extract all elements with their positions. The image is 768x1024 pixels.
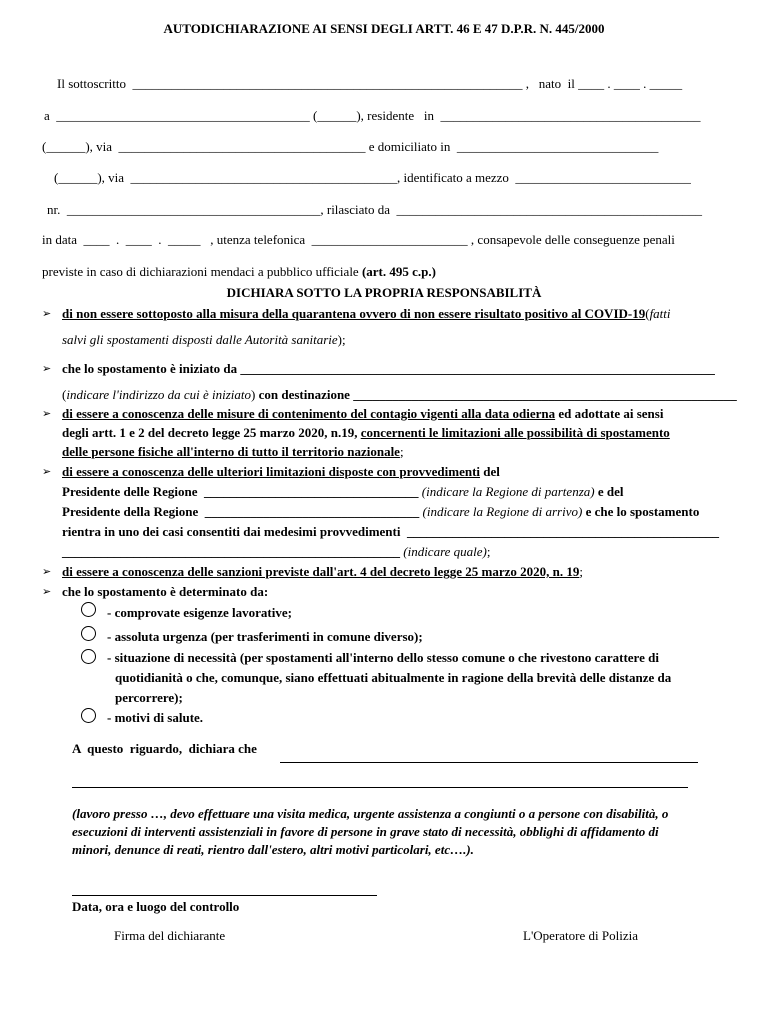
declaration-heading: DICHIARA SOTTO LA PROPRIA RESPONSABILITÀ [226,285,542,300]
regional-text-1: di essere a conoscenza delle ulteriori limitazioni disposte con provvedimenti [62,464,481,479]
examples-line-3: minori, denunce di reati, rientro dall'estero, altri motivi particolari, etc….). [72,842,474,857]
arrival-tail: e che lo spostamento [582,504,700,519]
origin-hint: indicare l'indirizzo da cui è iniziato [66,387,251,402]
item-destination-field[interactable] [62,387,737,403]
arrival-region-field[interactable] [62,504,699,520]
departure-region-field[interactable] [62,484,623,500]
bullet-arrow-icon: ➢ [42,466,52,478]
item-quarantine [62,306,671,322]
paren-close: ) [251,387,256,402]
destination-label: con destinazione ___________________________________________________________ [255,387,737,402]
radio-necessity[interactable] [81,649,96,664]
allowed-case-field[interactable]: rientra in uno dei casi consentiti dai medesimi provvedimenti ________________________________________________ [62,524,719,539]
quarantine-text: di non essere sottoposto alla misura della quarantena ovvero di non essere risultato positivo al COVID-19 [62,306,646,321]
personal-line-penalty [42,264,436,280]
radio-work[interactable] [81,602,96,617]
quarantine-note-cont: salvi gli spostamenti disposti dalle Autorità sanitarie [62,332,338,347]
measures-text-5: delle persone fisiche all'interno di tutto il territorio nazionale [62,444,400,459]
personal-line-document[interactable]: nr. _______________________________________, rilasciato da _______________________________________________ [47,202,703,217]
reason-intro: che lo spostamento è determinato da: [62,584,269,599]
penalty-text: previste in caso di dichiarazioni mendaci a pubblico ufficiale [42,264,362,279]
examples-line-1: (lavoro presso …, devo effettuare una visita medica, urgente assistenza a congiunti o a persone con disabilità, o [72,806,669,821]
regard-input-line-2[interactable] [72,787,688,788]
bullet-arrow-icon: ➢ [42,566,52,578]
which-tail: ; [486,544,491,559]
reason-necessity: - situazione di necessità (per spostamenti all'interno dello stesso comune o che rivestono carattere di [107,650,659,665]
reason-urgency: - assoluta urgenza (per trasferimenti in comune diverso); [107,629,423,644]
bullet-arrow-icon: ➢ [42,586,52,598]
control-label: Data, ora e luogo del controllo [72,899,240,914]
item-sanctions [62,564,583,580]
quarantine-note: fatti [649,306,671,321]
measures-text-4: concernenti le limitazioni alle possibilità di spostamento [360,425,670,440]
signature-operator[interactable]: L'Operatore di Polizia [523,928,638,943]
paren-open: ( [62,387,67,402]
personal-line-domicile[interactable]: (______), via ______________________________________ e domiciliato in _______________________________ [42,139,659,154]
sanctions-text: di essere a conoscenza delle sanzioni previste dall'art. 4 del decreto legge 25 marzo 2020, n. 19 [62,564,580,579]
measures-text-2: ed adottate ai sensi [555,406,664,421]
item-origin-field[interactable]: che lo spostamento è iniziato da _________________________________________________________________________ [62,361,715,376]
document-title: AUTODICHIARAZIONE AI SENSI DEGLI ARTT. 46 E 47 D.P.R. N. 445/2000 [163,21,605,36]
regional-text-2: del [480,464,500,479]
bullet-arrow-icon: ➢ [42,363,52,375]
bullet-arrow-icon: ➢ [42,408,52,420]
note-open: ( [645,306,650,321]
personal-line-residence[interactable]: a _______________________________________ (______), residente in ________________________________________ [44,108,701,123]
personal-line-identity[interactable]: (______), via _________________________________________, identificato a mezzo ___________________________ [54,170,691,185]
which-line: ____________________________________________________ [62,544,404,559]
bullet-arrow-icon: ➢ [42,308,52,320]
item-measures [62,406,663,422]
note-close: ); [337,332,346,347]
regard-label: A questo riguardo, dichiara che [72,741,257,756]
measures-text-1: di essere a conoscenza delle misure di contenimento del contagio vigenti alla data odierna [62,406,556,421]
item-regional [62,464,500,480]
reason-work: - comprovate esigenze lavorative; [107,605,292,620]
departure-label: Presidente delle Regione _________________________________ [62,484,422,499]
item-quarantine-cont [62,332,346,348]
item-measures-cont2 [62,444,404,460]
control-input-line[interactable] [72,895,377,896]
reason-health: - motivi di salute. [107,710,204,725]
arrival-hint: (indicare la Regione di arrivo) [422,504,583,519]
radio-urgency[interactable] [81,626,96,641]
regard-input-line[interactable] [280,762,698,763]
departure-tail: e del [594,484,624,499]
which-hint: (indicare quale) [403,544,487,559]
arrival-label: Presidente della Regione _________________________________ [62,504,423,519]
radio-health[interactable] [81,708,96,723]
reason-necessity-cont: quotidianità o che, comunque, siano effettuati abitualmente in ragione della brevità delle distanze da [115,670,672,685]
measures-text-6: ; [399,444,404,459]
signature-declarant[interactable]: Firma del dichiarante [114,928,226,943]
examples-line-2: esecuzioni di interventi assistenziali in favore di persone in grave stato di necessità, obblighi di affidamento di [72,824,659,839]
departure-hint: (indicare la Regione di partenza) [421,484,595,499]
measures-text-3: degli artt. 1 e 2 del decreto legge 25 marzo 2020, n.19, [62,425,361,440]
item-measures-cont [62,425,670,441]
reason-necessity-cont2: percorrere); [115,690,183,705]
personal-line-name[interactable]: Il sottoscritto ____________________________________________________________ , nato il ____ . ____ . _____ [57,76,683,91]
which-case-field[interactable] [62,544,491,560]
sanctions-tail: ; [579,564,584,579]
penalty-article: (art. 495 c.p.) [361,264,436,279]
personal-line-date-phone[interactable]: in data ____ . ____ . _____ , utenza telefonica ________________________ , consapevole delle conseguenze penali [42,232,675,247]
